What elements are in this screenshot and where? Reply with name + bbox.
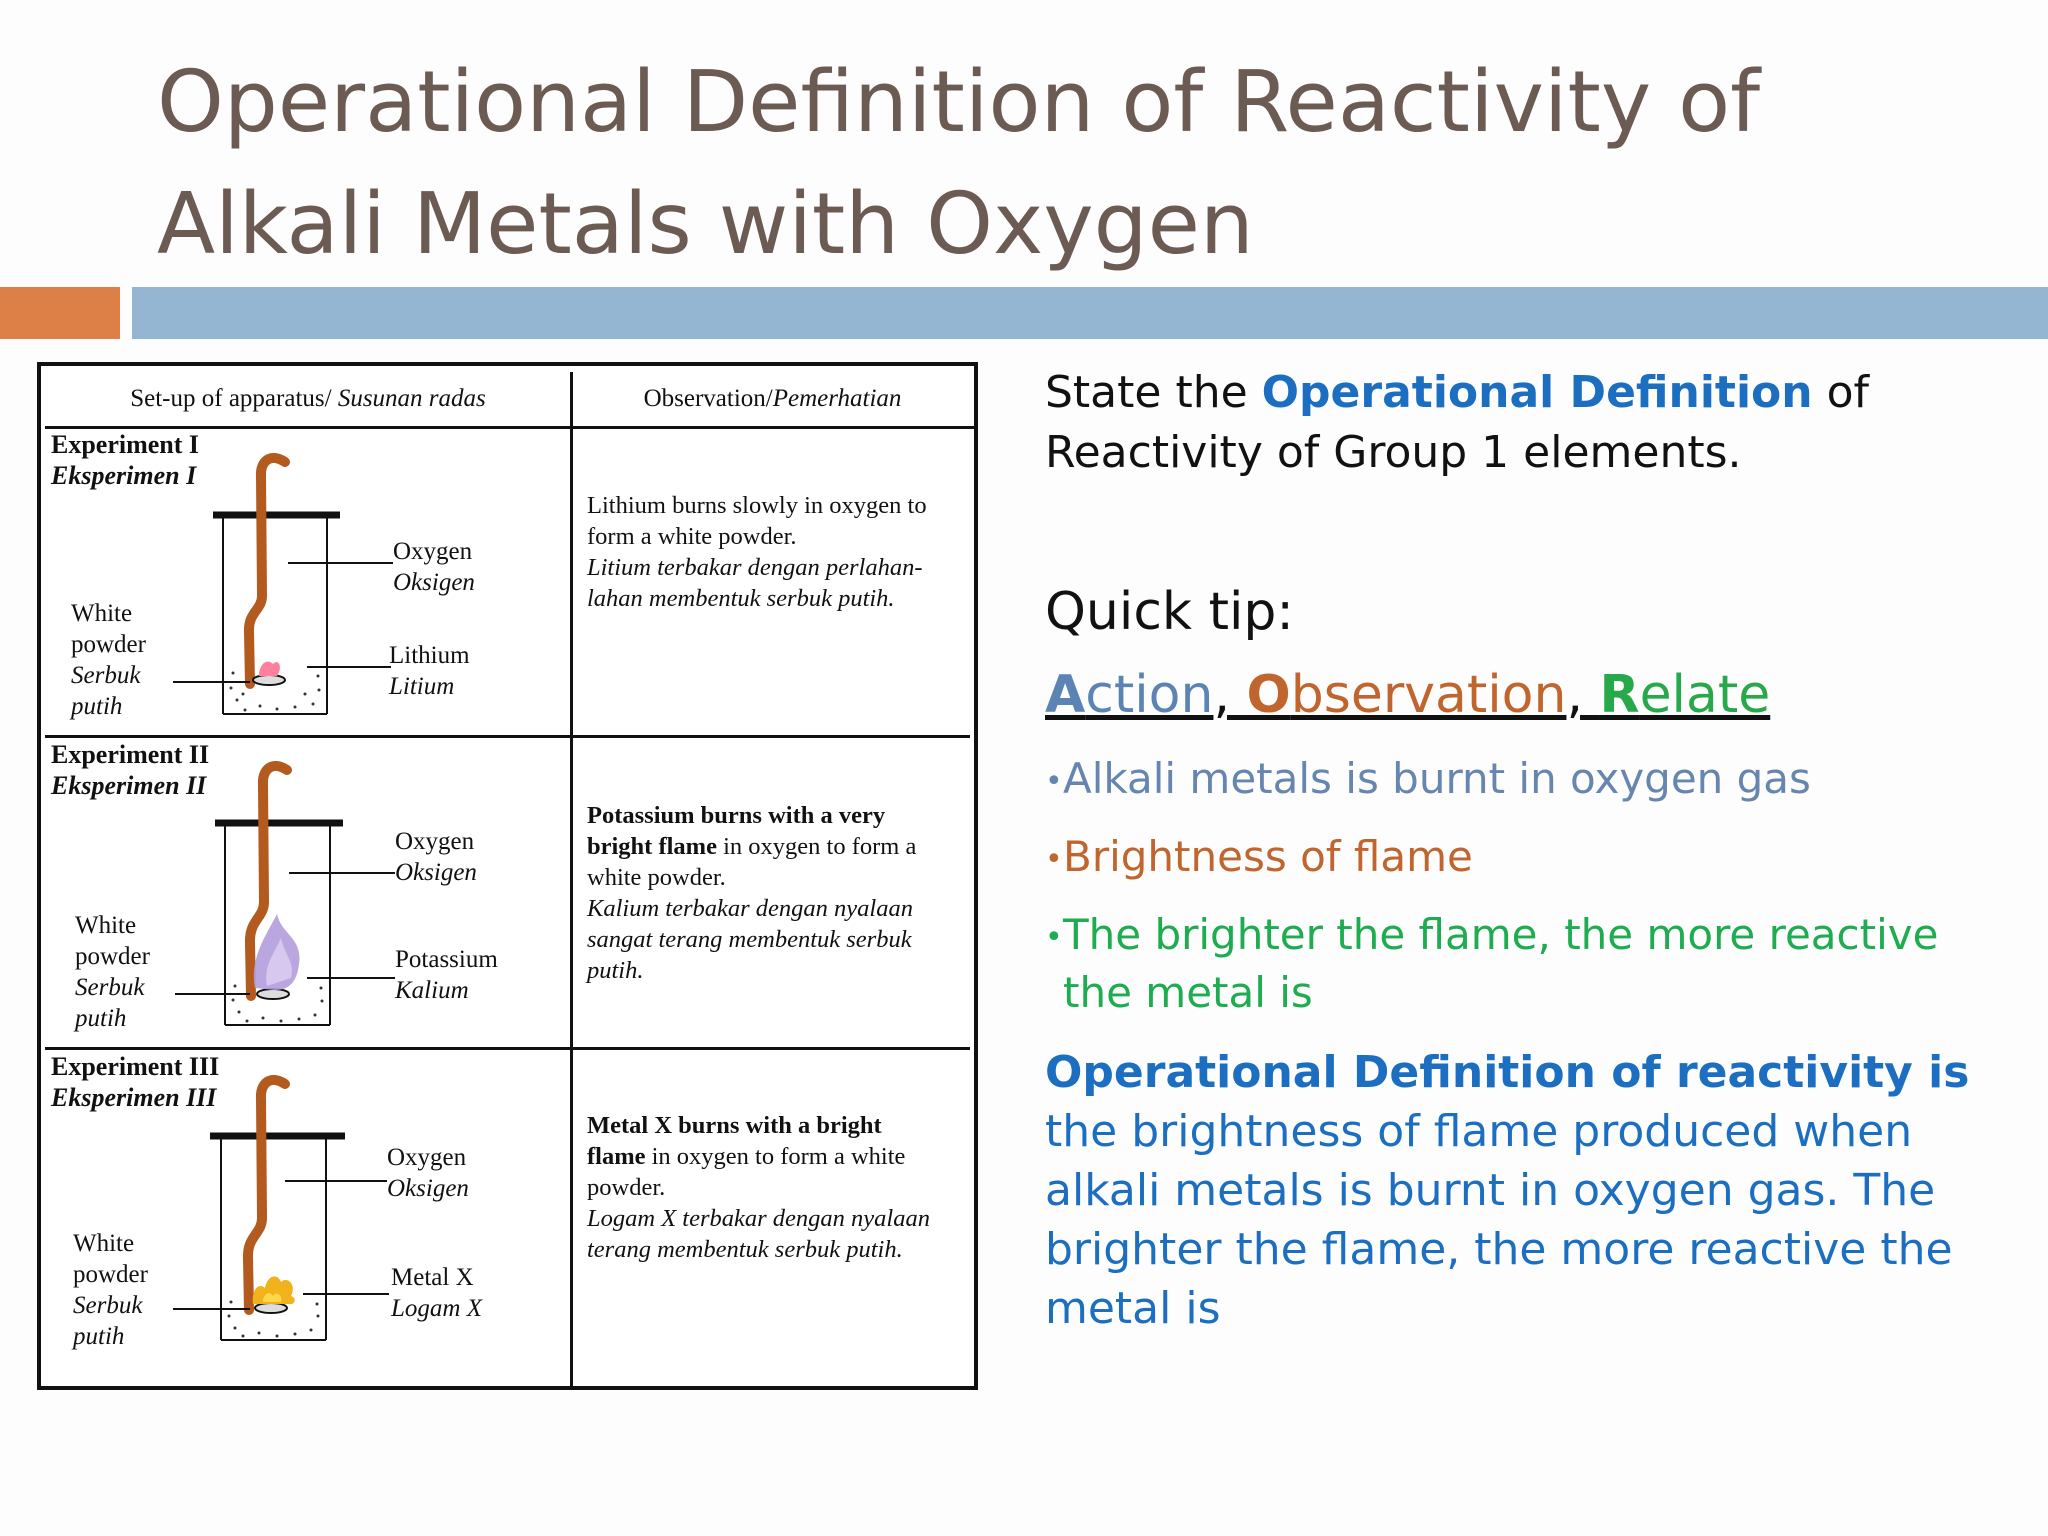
metal-label: Potassium Kalium [395,946,498,1004]
experiment-name: Experiment III [51,1052,220,1081]
table-header-observation: Observation/ Pemerhatian [571,372,974,429]
observation-text: Potassium burns with a very bright flame in oxygen to form a white powder. Kalium terbakar dengan nyalaan sangat terang membentuk serbuk putih. [587,802,917,984]
flame-icon [259,662,280,676]
experiment-name: Experiment II [51,740,210,769]
observation-text: Metal X burns with a bright flame in oxygen to form a white powder. Logam X terbakar dengan nyalaan terang membentuk serbuk putih. [587,1112,930,1263]
experiment-name: Experiment I [51,430,200,459]
powder-label: White powder Serbuk putih [75,912,150,1032]
bullet-relate-continued: the metal is [1063,968,1313,1017]
question-prompt: State the Operational Definition of Reactivity of Group 1 elements. [1045,367,1870,478]
powder-label: White powder Serbuk putih [73,1230,148,1350]
aor-action: Action [1045,665,1214,725]
aor-observation: Observation [1246,665,1567,725]
table-row-experiment-2 [45,738,970,1050]
title-line-2: Alkali Metals with Oxygen [157,175,1254,274]
experiment-name-ms: Eksperimen II [51,771,207,800]
bullet-icon: • [1045,763,1063,799]
gas-label: Oxygen Oksigen [387,1144,469,1202]
bullet-icon: • [1045,841,1063,877]
bullet-icon: • [1045,919,1063,955]
table-row-experiment-1 [45,428,970,738]
bullet-action: •Alkali metals is burnt in oxygen gas [1045,750,2025,811]
gas-label: Oxygen Oksigen [395,828,477,886]
aor-relate: Relate [1599,665,1771,725]
experiment-table [37,362,978,1390]
observation-text: Lithium burns slowly in oxygen to form a white powder. Litium terbakar dengan perlahan- lahan membentuk serbuk putih. [587,492,927,612]
table-header-setup: Set-up of apparatus/ Susunan radas [45,372,571,429]
powder-label: White powder Serbuk putih [71,600,146,720]
accent-bar-orange [0,287,120,339]
definition-heading: Operational Definition of reactivity is [1045,1047,1970,1098]
bullet-observation: •Brightness of flame [1045,828,2025,889]
accent-bar-blue [132,287,2048,339]
quick-tip-heading: Quick tip: [1045,582,1294,642]
operational-definition-answer [1045,1043,2005,1338]
slide-title [157,42,2007,286]
gas-label: Oxygen Oksigen [393,538,475,596]
bullet-relate: •The brighter the flame, the more reactive [1045,906,2025,967]
operational-definition-highlight: Operational Definition [1261,367,1813,418]
metal-label: Lithium Litium [389,642,470,700]
experiment-name-ms: Eksperimen I [51,461,197,490]
action-observation-relate-heading: Action, Observation, Relate [1045,665,1771,725]
metal-label: Metal X Logam X [391,1264,482,1322]
definition-body: the brightness of flame produced when alkali metals is burnt in oxygen gas. The brighter the flame, the more reactive the metal is [1045,1106,1953,1334]
experiment-name-ms: Eksperimen III [51,1083,217,1112]
table-row-experiment-3 [45,1050,970,1380]
title-line-1: Operational Definition of Reactivity of [157,53,1761,152]
